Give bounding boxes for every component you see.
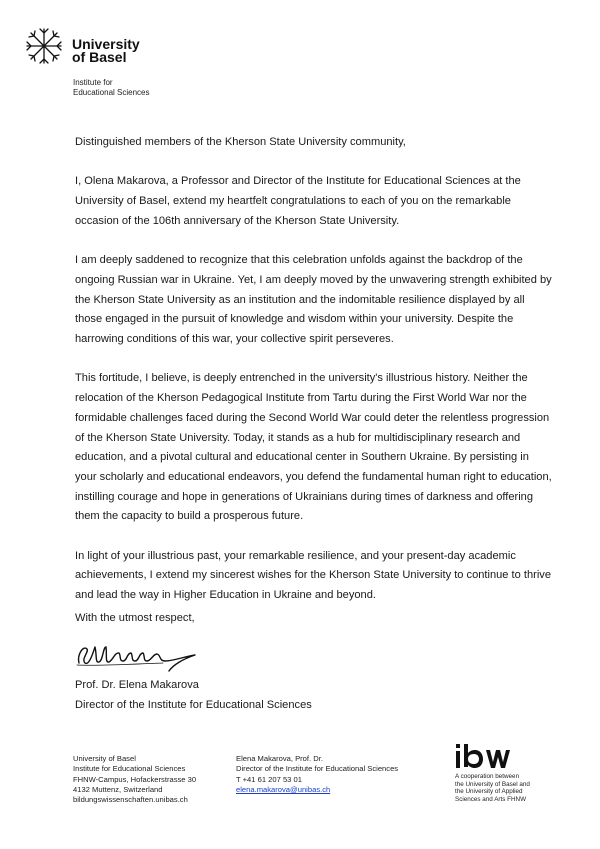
footer-contact-line: Director of the Institute for Educational Sciences (236, 764, 399, 774)
signer-block (75, 676, 312, 715)
signer-name: Prof. Dr. Elena Makarova (75, 679, 199, 691)
footer-address-line: Institute for Educational Sciences (73, 764, 186, 774)
institute-name (73, 78, 150, 97)
letter-paragraph-4: In light of your illustrious past, your remarkable resilience, and your present-day academic achievements, I extend my sincerest wishes for the Kherson State University to continue to thrive and lead the way in Higher Education in Ukraine and beyond. (75, 549, 552, 602)
footer-contact (236, 754, 398, 795)
footer-address (73, 754, 196, 805)
footer-email-link[interactable]: elena.makarova@unibas.ch (236, 784, 331, 794)
university-name-line-1: University (72, 36, 140, 52)
ibw-logo (455, 744, 519, 768)
footer-address-line: 4132 Muttenz, Switzerland (73, 784, 163, 794)
footer-website: bildungswissenschaften.unibas.ch (73, 795, 188, 805)
cooperation-line: Sciences and Arts FHNW (455, 795, 527, 803)
cooperation-line: the University of Applied (455, 788, 523, 796)
letter-greeting: Distinguished members of the Kherson State University community, (75, 136, 406, 148)
footer-cooperation-note (455, 773, 575, 803)
university-name-line-2: of Basel (72, 49, 127, 65)
footer-address-line: FHNW-Campus, Hofackerstrasse 30 (73, 774, 197, 784)
letter-paragraph-3: This fortitude, I believe, is deeply entrenched in the university's illustrious history. Neither the relocation of the Kherson Pedagogical Institute from Tartu during the First World War nor the formidable challenges faced during the Second World War could deter the relentless progression of the Kherson State University. Today, it stands as a hub for multidisciplinary research and education, and a pivotal cultural and educational center in Southern Ukraine. By persisting in your scholarly and educational endeavors, you defend the fundamental human right to education, instilling courage and hope in generations of Ukrainians during times of darkness and offering them the capacity to build a prosperous future. (75, 372, 552, 523)
letter-body (75, 133, 553, 626)
footer-address-line: University of Basel (73, 754, 136, 763)
institute-line-2: Educational Sciences (73, 87, 150, 97)
footer-phone: T +41 61 207 53 01 (236, 774, 302, 784)
university-wordmark (72, 38, 140, 64)
letter-paragraph-2: I am deeply saddened to recognize that this celebration unfolds against the backdrop of the ongoing Russian war in Ukraine. Yet, I am deeply moved by the unwavering strength exhibited by the Kherson State University as an institution and the indomitable resilience displayed by all those engaged in the pursuit of knowledge and wisdom within your university. Despite the harrowing conditions of this war, your collective spirit perseveres. (75, 254, 552, 345)
handwritten-signature (73, 635, 223, 675)
letter-paragraph-1: I, Olena Makarova, a Professor and Director of the Institute for Educational Sciences at the University of Basel, extend my heartfelt congratulations to each of you on the remarkable occasion of the 106th anniversary of the Kherson State University. (75, 175, 521, 227)
letter-closing: With the utmost respect, (75, 612, 195, 624)
footer-contact-line: Elena Makarova, Prof. Dr. (236, 754, 323, 763)
cooperation-line: A cooperation between (455, 773, 520, 780)
cooperation-line: the University of Basel and (455, 780, 530, 788)
university-of-basel-crest-icon (24, 26, 64, 66)
signer-title: Director of the Institute for Educational Sciences (75, 698, 312, 711)
institute-line-1: Institute for (73, 78, 113, 87)
